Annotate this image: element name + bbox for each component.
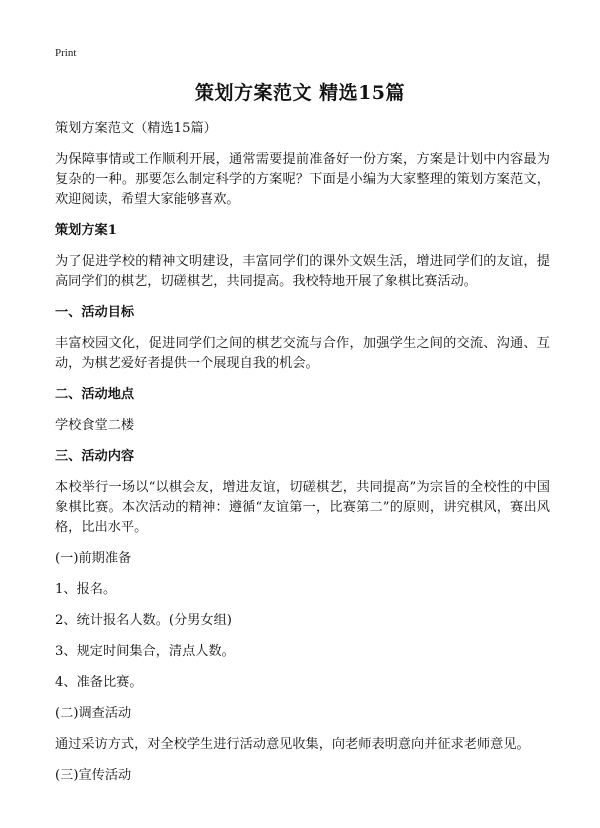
section-heading: 策划方案1 [55,223,117,238]
list-item: 4、准备比赛。 [55,675,143,690]
article-body [55,119,550,797]
intro-paragraph: 为保障事情或工作顺利开展，通常需要提前准备好一份方案，方案是计划中内容最为复杂的一种。那要怎么制定科学的方案呢？下面是小编为大家整理的策划方案范文，欢迎阅读，希望大家能够喜欢。 [55,152,550,207]
promo-heading: (三)宣传活动 [55,768,132,783]
content-paragraph: 本校举行一场以“以棋会友，增进友谊，切磋棋艺，共同提高”为宗旨的全校性的中国象棋比赛。本次活动的精神：遵循“友谊第一，比赛第二”的原则，讲究棋风，赛出风格，比出水平。 [55,480,550,535]
print-link[interactable]: Print [55,47,77,59]
content-heading: 三、活动内容 [55,449,135,464]
list-item: 2、统计报名人数。(分男女组) [55,613,232,628]
page-title: 策划方案范文 精选15篇 [194,82,406,104]
survey-heading: (二)调查活动 [55,706,132,721]
section-intro-paragraph: 为了促进学校的精神文明建设，丰富同学们的课外文娱生活，增进同学们的友谊，提高同学们的棋艺，切磋棋艺，共同提高。我校特地开展了象棋比赛活动。 [55,254,550,289]
goal-heading: 一、活动目标 [55,305,135,320]
place-paragraph: 学校食堂二楼 [55,418,135,433]
prep-heading: (一)前期准备 [55,551,132,566]
list-item: 1、报名。 [55,582,117,597]
survey-paragraph: 通过采访方式，对全校学生进行活动意见收集，向老师表明意向并征求老师意见。 [55,737,530,752]
article-subtitle: 策划方案范文（精选15篇） [55,121,217,136]
place-heading: 二、活动地点 [55,387,135,402]
list-item: 3、规定时间集合，清点人数。 [55,644,235,659]
goal-paragraph: 丰富校园文化，促进同学们之间的棋艺交流与合作，加强学生之间的交流、沟通、互动，为棋艺爱好者提供一个展现自我的机会。 [55,336,550,371]
